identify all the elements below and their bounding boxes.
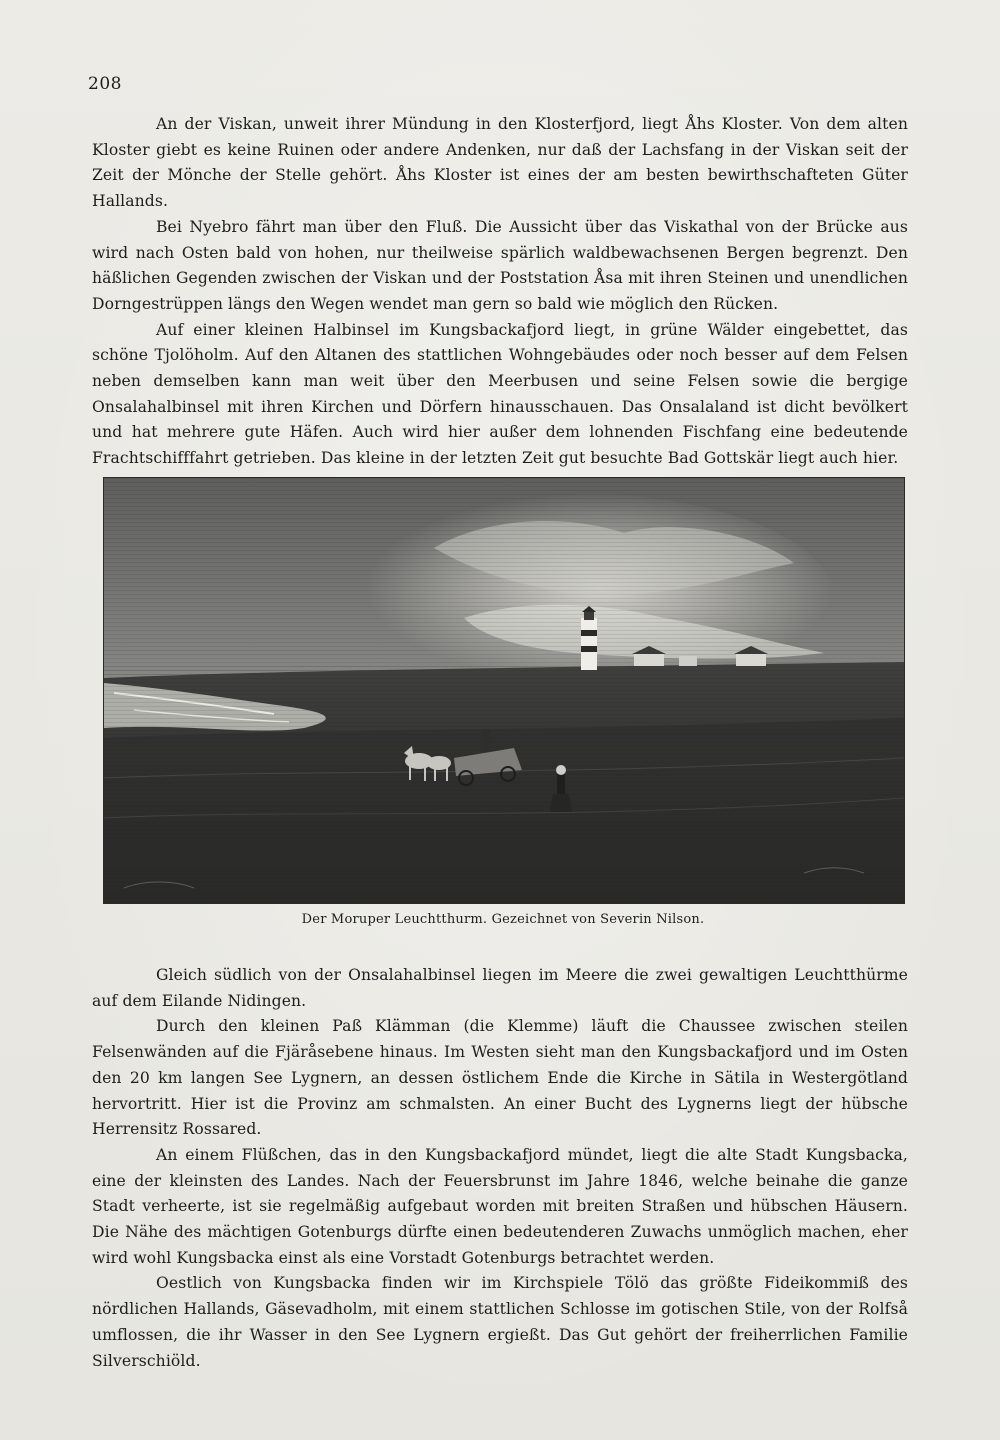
paragraph-gasevadholm: Oestlich von Kungsbacka finden wir im Kirchspiele Tölö das größte Fideikommiß des nördlichen Hallands, Gäsevadholm, mit einem stattlichen Schlosse im gotischen Stile, von der Rolfså umflossen, die ihr Wasser in den See Lygnern ergießt. Das Gut gehört der freiherrlichen Familie Silverschiöld.	[92, 1274, 908, 1370]
paragraph-ahs-kloster: An der Viskan, unweit ihrer Mündung in den Klosterfjord, liegt Åhs Kloster. Von dem alten Kloster giebt es keine Ruinen oder andere Andenken, nur daß der Lachsfang in der Viskan seit der Zeit der Mönche der Stelle gehört. Åhs Kloster ist eines der am besten bewirthschafteten Güter Hallands.	[92, 115, 908, 211]
page-number: 208	[88, 74, 122, 94]
paragraph-klamman: Durch den kleinen Paß Klämman (die Klemme) läuft die Chaussee zwischen steilen Felsenwänden auf die Fjäråsebene hinaus. Im Westen sieht man den Kungsbackafjord und im Osten den 20 km langen See Lygnern, an dessen östlichem Ende die Kirche in Sätila in Westergötland hervortritt. Hier ist die Provinz am schmalsten. An einer Bucht des Lygnerns liegt der hübsche Herrensitz Rossared.	[92, 1017, 908, 1139]
engraving-lighthouse-landscape-icon	[104, 478, 904, 903]
paragraph-tjoloholm: Auf einer kleinen Halbinsel im Kungsbackafjord liegt, in grüne Wälder eingebettet, das schöne Tjolöholm. Auf den Altanen des stattlichen Wohngebäudes oder noch besser auf dem Felsen neben demselben kann man weit über den Meerbusen und seine Felsen sowie die bergige Onsalahalbinsel mit ihren Kirchen und Dörfern hinausschauen. Das Onsalaland ist dicht bevölkert und hat mehrere gute Häfen. Auch wird hier außer dem lohnenden Fischfang eine bedeutende Frachtschifffahrt getrieben. Das kleine in der letzten Zeit gut besuchte Bad Gottskär liegt auch hier.	[92, 320, 908, 468]
paragraph-nidingen: Gleich südlich von der Onsalahalbinsel liegen im Meere die zwei gewaltigen Leuchtthürme auf dem Eilande Nidingen.	[92, 966, 908, 1010]
bottom-text-block	[92, 963, 908, 1374]
paragraph-nyebro: Bei Nyebro fährt man über den Fluß. Die Aussicht über das Viskathal von der Brücke aus wird nach Osten bald von hohen, nur theilweise spärlich waldbewachsenen Bergen begrenzt. Den häßlichen Gegenden zwischen der Viskan und der Poststation Åsa mit ihren Steinen und unendlichen Dorngestrüppen längs den Wegen wendet man gern so bald wie möglich den Rücken.	[92, 217, 908, 313]
paragraph-kungsbacka: An einem Flüßchen, das in den Kungsbackafjord mündet, liegt die alte Stadt Kungsbacka, eine der kleinsten des Landes. Nach der Feuersbrunst im Jahre 1846, welche beinahe die ganze Stadt verheerte, ist sie regelmäßig aufgebaut worden mit breiten Straßen und hübschen Häusern. Die Nähe des mächtigen Gotenburgs dürfte einen bedeutenderen Zuwachs unmöglich machen, eher wird wohl Kungsbacka einst als eine Vorstadt Gotenburgs betrachtet werden.	[92, 1145, 908, 1267]
lighthouse-illustration	[103, 477, 905, 904]
figure-caption: Der Moruper Leuchtthurm. Gezeichnet von Severin Nilson.	[301, 912, 705, 927]
top-text-block	[92, 112, 908, 472]
